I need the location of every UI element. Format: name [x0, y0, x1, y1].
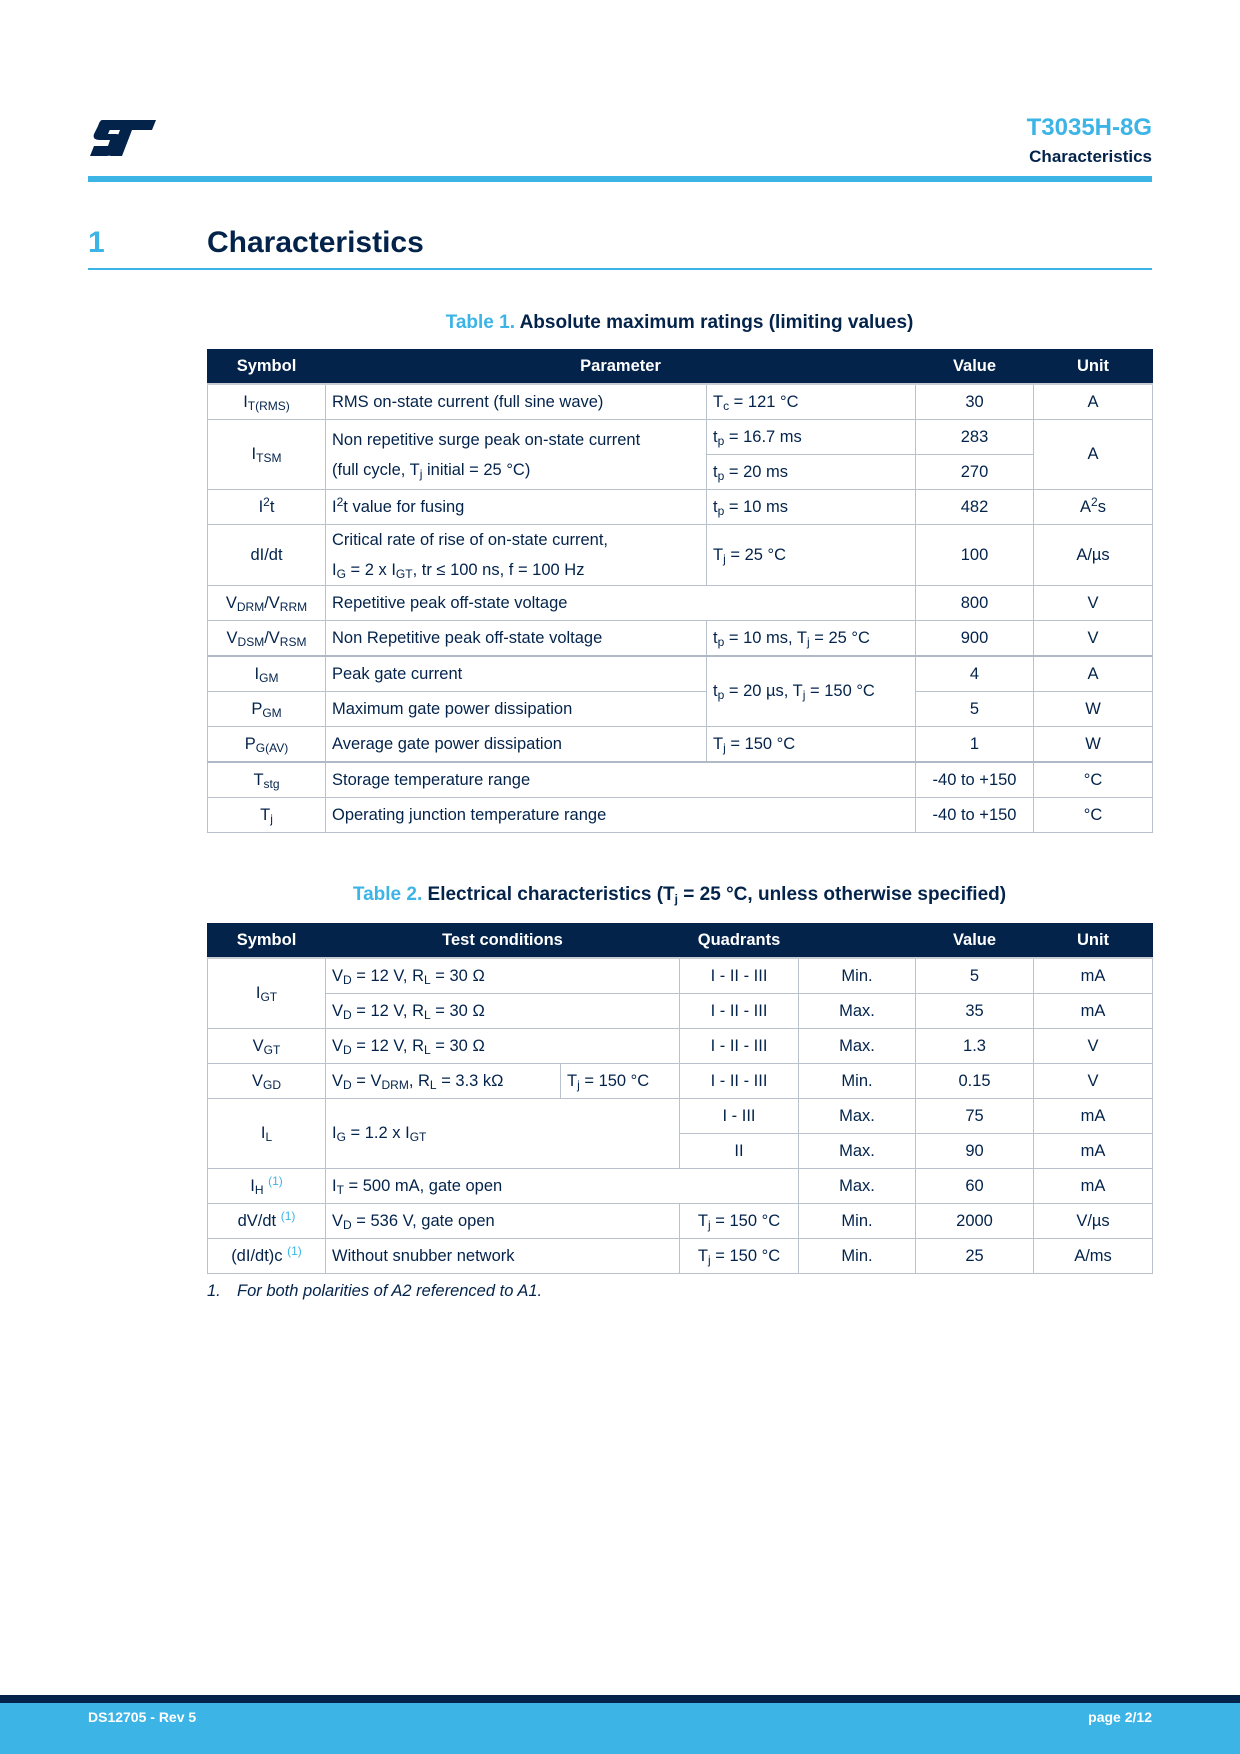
limit-cell: Max.: [799, 1029, 916, 1064]
temperature-cell: $T_j = 150$ °C: [680, 1204, 799, 1239]
value-cell: 35: [916, 994, 1034, 1029]
value-cell: 1.3: [916, 1029, 1034, 1064]
parameter-cell: Critical rate of rise of on-state current, $I_G = 2$ x $I_{GT}$, tr ≤ 100 ns, f = 100 Hz: [326, 525, 707, 586]
symbol-cell: dV/dt $^{(1)}$: [208, 1204, 326, 1239]
table-row: [208, 1239, 1153, 1274]
symbol-cell: (dI/dt)c $^{(1)}$: [208, 1239, 326, 1274]
symbol-cell: $I_H$ $^{(1)}$: [208, 1169, 326, 1204]
table-row: [208, 1099, 1153, 1134]
table1-header-parameter: Parameter: [326, 350, 916, 385]
temperature-cell: $T_j = 150$ °C: [680, 1239, 799, 1274]
unit-cell: mA: [1034, 1134, 1153, 1169]
footer-rule: [0, 1695, 1240, 1703]
value-cell: 5: [916, 692, 1034, 727]
limit-cell: Max.: [799, 1134, 916, 1169]
value-cell: 90: [916, 1134, 1034, 1169]
table1-label: Table 1.: [445, 312, 515, 333]
table-row: [208, 656, 1153, 692]
symbol-cell: $I_{TSM}$: [208, 420, 326, 490]
condition-cell: $t_p = 20$ ms: [707, 455, 916, 490]
header-rule: [88, 176, 1152, 182]
table-row: [208, 762, 1153, 798]
unit-cell: $A^2s$: [1034, 490, 1153, 525]
symbol-cell: $P_{G(AV)}$: [208, 727, 326, 763]
parameter-cell: Repetitive peak off-state voltage: [326, 586, 916, 621]
value-cell: 30: [916, 384, 1034, 420]
unit-cell: V: [1034, 586, 1153, 621]
symbol-cell: $T_j$: [208, 798, 326, 833]
table-row: [208, 586, 1153, 621]
unit-cell: A/µs: [1034, 525, 1153, 586]
condition-cell: $t_p = 10$ ms: [707, 490, 916, 525]
table-row: [208, 692, 1153, 727]
limit-cell: Min.: [799, 1204, 916, 1239]
table1-title: Absolute maximum ratings (limiting values): [519, 312, 914, 333]
value-cell: 0.15: [916, 1064, 1034, 1099]
table2-electrical-characteristics: [207, 923, 1153, 1274]
value-cell: 270: [916, 455, 1034, 490]
section-rule: [88, 268, 1152, 270]
condition-cell: $V_D = V_{DRM}$, $R_L = 3.3$ kΩ: [326, 1064, 561, 1099]
value-cell: 900: [916, 621, 1034, 657]
table2-header-conditions: Test conditions: [326, 924, 680, 959]
temperature-cell: $T_j = 150$ °C: [561, 1064, 680, 1099]
value-cell: 60: [916, 1169, 1034, 1204]
table2-title: Electrical characteristics ($T_j = 25$ °C, unless otherwise specified): [427, 884, 1007, 906]
parameter-cell: Peak gate current: [326, 656, 707, 692]
symbol-cell: $V_{DRM}/V_{RRM}$: [208, 586, 326, 621]
limit-cell: Max.: [799, 994, 916, 1029]
table-row: [208, 1064, 1153, 1099]
unit-cell: °C: [1034, 798, 1153, 833]
unit-cell: A/ms: [1034, 1239, 1153, 1274]
section-title: Characteristics: [207, 226, 424, 259]
condition-cell: $t_p = 10$ ms, $T_j = 25$ °C: [707, 621, 916, 657]
table-row: [208, 384, 1153, 420]
table2-footnote: [207, 1282, 542, 1301]
table2-header-row: [208, 924, 1153, 959]
table-row: [208, 1029, 1153, 1064]
limit-cell: Min.: [799, 958, 916, 994]
table-row: [208, 490, 1153, 525]
symbol-cell: $V_{GD}$: [208, 1064, 326, 1099]
unit-cell: V: [1034, 1064, 1153, 1099]
table1-header-unit: Unit: [1034, 350, 1153, 385]
condition-cell: $T_j = 25$ °C: [707, 525, 916, 586]
footnote-text: For both polarities of A2 referenced to A1.: [237, 1282, 543, 1300]
symbol-cell: $I_{GM}$: [208, 656, 326, 692]
limit-cell: Min.: [799, 1064, 916, 1099]
quadrant-cell: I - II - III: [680, 958, 799, 994]
value-cell: 75: [916, 1099, 1034, 1134]
unit-cell: V: [1034, 1029, 1153, 1064]
parameter-cell: $I^2t$ value for fusing: [326, 490, 707, 525]
table-row: [208, 994, 1153, 1029]
condition-cell: $I_G = 1.2$ x $I_{GT}$: [326, 1099, 680, 1169]
footer-page-number: page 2/12: [1088, 1709, 1152, 1725]
footer-document-id: DS12705 - Rev 5: [88, 1709, 197, 1725]
unit-cell: mA: [1034, 958, 1153, 994]
parameter-cell: Non repetitive surge peak on-state current (full cycle, $T_j$ initial = 25 °C): [326, 420, 707, 490]
symbol-cell: $I^2t$: [208, 490, 326, 525]
parameter-cell: Non Repetitive peak off-state voltage: [326, 621, 707, 657]
table2-label: Table 2.: [352, 884, 423, 905]
parameter-cell: Maximum gate power dissipation: [326, 692, 707, 727]
symbol-cell: $I_{GT}$: [208, 958, 326, 1029]
table2-header-quadrants: Quadrants: [680, 924, 799, 959]
value-cell: 800: [916, 586, 1034, 621]
unit-cell: mA: [1034, 994, 1153, 1029]
value-cell: 1: [916, 727, 1034, 763]
table1-absolute-max-ratings: [207, 349, 1153, 833]
condition-cell: Without snubber network: [326, 1239, 680, 1274]
condition-cell: $V_D = 12$ V, $R_L = 30$ Ω: [326, 1029, 680, 1064]
condition-cell: $V_D = 12$ V, $R_L = 30$ Ω: [326, 994, 680, 1029]
symbol-cell: $V_{GT}$: [208, 1029, 326, 1064]
table1-caption: [207, 312, 1152, 334]
table2-caption: [207, 884, 1152, 906]
document-title: T3035H-8G: [1026, 114, 1152, 141]
unit-cell: A: [1034, 656, 1153, 692]
table2-header-blank: [799, 924, 916, 959]
table2-header-value: Value: [916, 924, 1034, 959]
unit-cell: A: [1034, 420, 1153, 490]
symbol-cell: $I_{T(RMS)}$: [208, 384, 326, 420]
quadrant-cell: I - II - III: [680, 994, 799, 1029]
parameter-cell: Average gate power dissipation: [326, 727, 707, 763]
table-row: [208, 727, 1153, 763]
table1-header-value: Value: [916, 350, 1034, 385]
condition-cell: $T_j = 150$ °C: [707, 727, 916, 763]
limit-cell: Max.: [799, 1099, 916, 1134]
symbol-cell: dI/dt: [208, 525, 326, 586]
value-cell: 482: [916, 490, 1034, 525]
quadrant-cell: I - III: [680, 1099, 799, 1134]
value-cell: 283: [916, 420, 1034, 455]
table-row: [208, 525, 1153, 586]
quadrant-cell: I - II - III: [680, 1029, 799, 1064]
value-cell: -40 to +150: [916, 798, 1034, 833]
value-cell: 5: [916, 958, 1034, 994]
unit-cell: V: [1034, 621, 1153, 657]
condition-cell: $I_T = 500$ mA, gate open: [326, 1169, 799, 1204]
limit-cell: Max.: [799, 1169, 916, 1204]
parameter-cell: Storage temperature range: [326, 762, 916, 798]
section-number: 1: [88, 226, 105, 259]
unit-cell: mA: [1034, 1099, 1153, 1134]
unit-cell: V/µs: [1034, 1204, 1153, 1239]
condition-cell: $V_D = 536$ V, gate open: [326, 1204, 680, 1239]
footnote-number: 1.: [207, 1282, 221, 1300]
unit-cell: mA: [1034, 1169, 1153, 1204]
unit-cell: W: [1034, 692, 1153, 727]
value-cell: -40 to +150: [916, 762, 1034, 798]
unit-cell: A: [1034, 384, 1153, 420]
table-row: [208, 1169, 1153, 1204]
unit-cell: W: [1034, 727, 1153, 763]
limit-cell: Min.: [799, 1239, 916, 1274]
symbol-cell: $P_{GM}$: [208, 692, 326, 727]
condition-cell: $t_p = 16.7$ ms: [707, 420, 916, 455]
symbol-cell: $T_{stg}$: [208, 762, 326, 798]
table-row: [208, 621, 1153, 657]
table-row: [208, 420, 1153, 455]
table2-header-unit: Unit: [1034, 924, 1153, 959]
condition-cell: $t_p = 20$ µs, $T_j = 150$ °C: [707, 656, 916, 727]
table-row: [208, 958, 1153, 994]
symbol-cell: $I_L$: [208, 1099, 326, 1169]
quadrant-cell: II: [680, 1134, 799, 1169]
condition-cell: $V_D = 12$ V, $R_L = 30$ Ω: [326, 958, 680, 994]
value-cell: 2000: [916, 1204, 1034, 1239]
st-logo: [88, 118, 158, 158]
table1-header-symbol: Symbol: [208, 350, 326, 385]
table-row: [208, 1204, 1153, 1239]
table2-header-symbol: Symbol: [208, 924, 326, 959]
value-cell: 100: [916, 525, 1034, 586]
unit-cell: °C: [1034, 762, 1153, 798]
document-subtitle: Characteristics: [1029, 147, 1152, 166]
value-cell: 25: [916, 1239, 1034, 1274]
condition-cell: $T_c = 121$ °C: [707, 384, 916, 420]
table-row: [208, 798, 1153, 833]
parameter-cell: RMS on-state current (full sine wave): [326, 384, 707, 420]
quadrant-cell: I - II - III: [680, 1064, 799, 1099]
table1-header-row: [208, 350, 1153, 385]
value-cell: 4: [916, 656, 1034, 692]
symbol-cell: $V_{DSM}/V_{RSM}$: [208, 621, 326, 657]
parameter-cell: Operating junction temperature range: [326, 798, 916, 833]
